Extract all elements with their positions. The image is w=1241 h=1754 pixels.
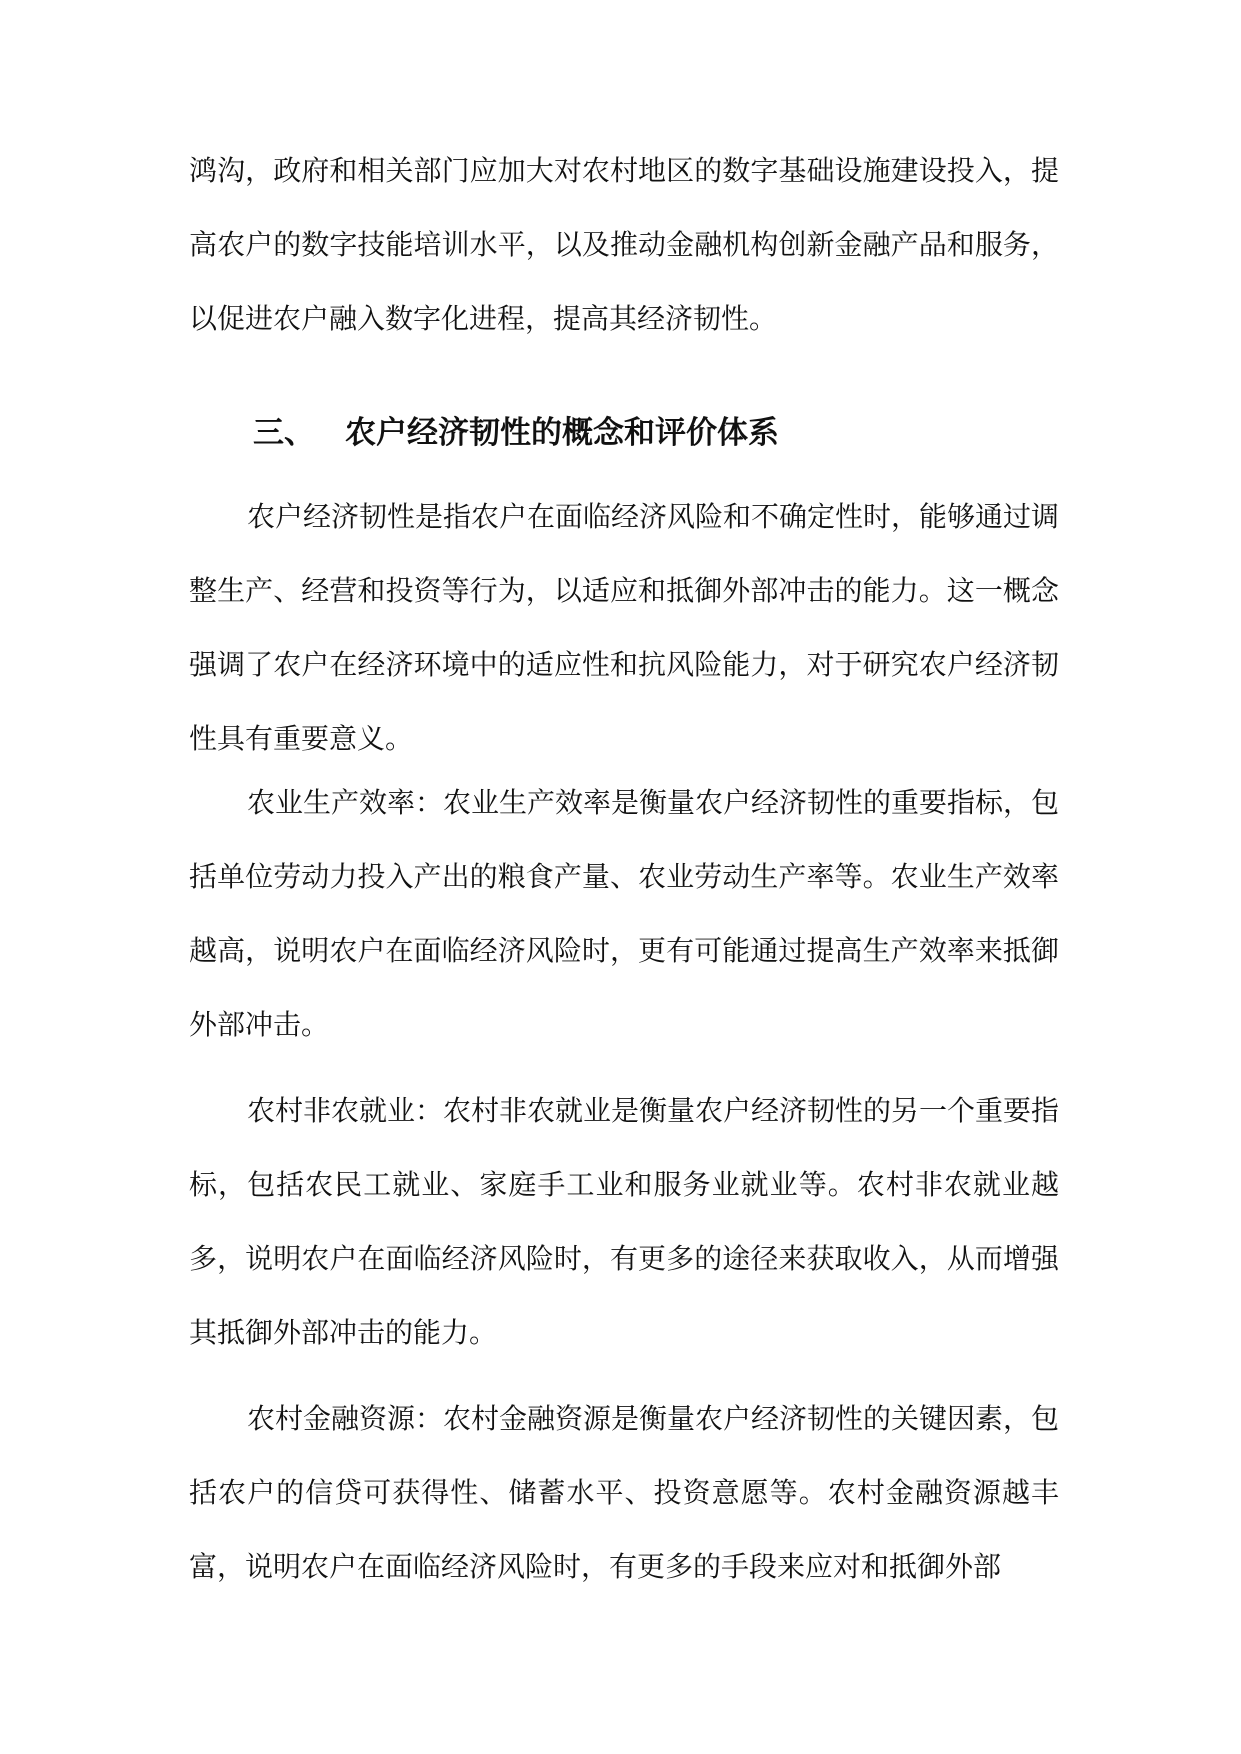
section-number: 三、 <box>253 415 315 451</box>
paragraph-agricultural-efficiency: 农业生产效率：农业生产效率是衡量农户经济韧性的重要指标，包括单位劳动力投入产出的粮食产量、农业劳动生产率等。农业生产效率越高，说明农户在面临经济风险时，更有可能通过提高生产效率来抵御外部冲击。 <box>189 786 1060 1041</box>
paragraph-continued: 鸿沟，政府和相关部门应加大对农村地区的数字基础设施建设投入，提高农户的数字技能培训水平，以及推动金融机构创新金融产品和服务，以促进农户融入数字化进程，提高其经济韧性。 <box>189 154 1059 335</box>
paragraph-non-farm-employment: 农村非农就业：农村非农就业是衡量农户经济韧性的另一个重要指标，包括农民工就业、家庭手工业和服务业就业等。农村非农就业越多，说明农户在面临经济风险时，有更多的途径来获取收入，从而增强其抵御外部冲击的能力。 <box>189 1094 1060 1349</box>
section-title: 农户经济韧性的概念和评价体系 <box>345 415 779 451</box>
section-heading <box>253 396 779 470</box>
paragraph-rural-finance: 农村金融资源：农村金融资源是衡量农户经济韧性的关键因素，包括农户的信贷可获得性、储蓄水平、投资意愿等。农村金融资源越丰富，说明农户在面临经济风险时，有更多的手段来应对和抵御外部 <box>189 1402 1060 1583</box>
paragraph-definition: 农户经济韧性是指农户在面临经济风险和不确定性时，能够通过调整生产、经营和投资等行为，以适应和抵御外部冲击的能力。这一概念强调了农户在经济环境中的适应性和抗风险能力，对于研究农户经济韧性具有重要意义。 <box>189 500 1060 755</box>
